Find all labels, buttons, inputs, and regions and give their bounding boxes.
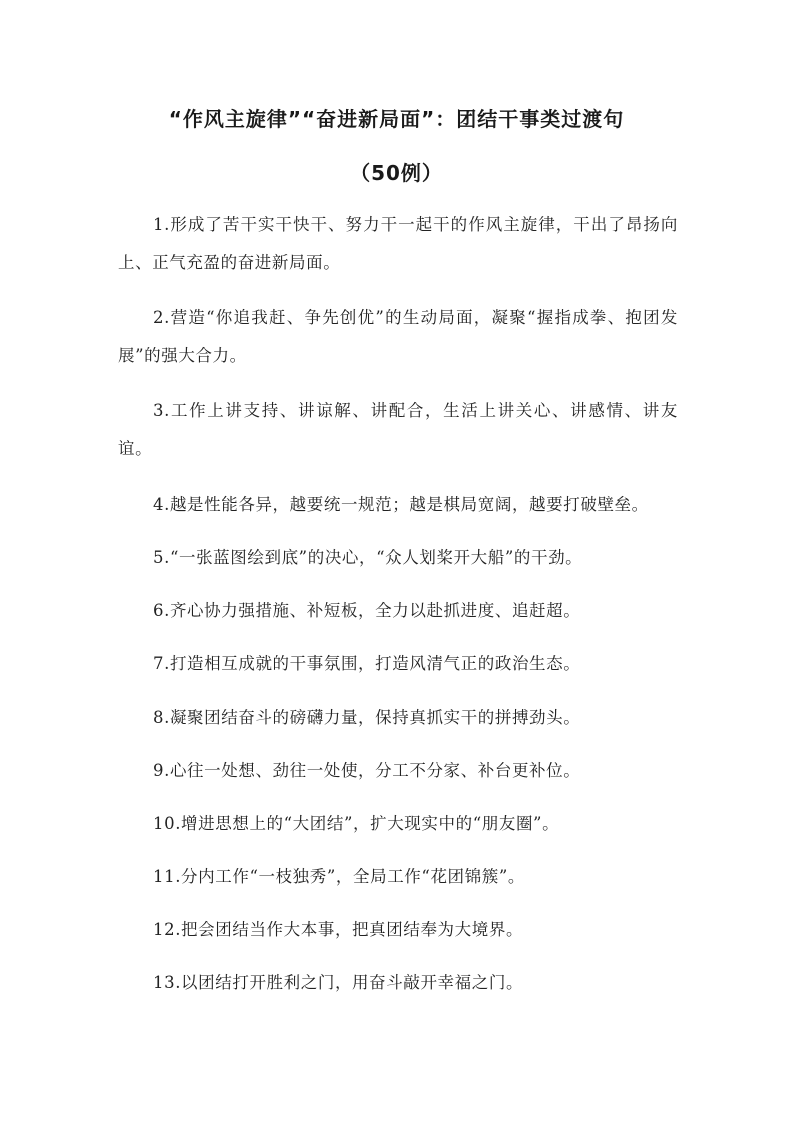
document-subtitle: （50例） — [350, 161, 443, 185]
list-item-13: 13.以团结打开胜利之门，用奋斗敲开幸福之门。 — [153, 973, 524, 992]
list-item-1: 1.形成了苦干实干快干、努力干一起干的作风主旋律，干出了昂扬向上、正气充盈的奋进新局面。 — [118, 215, 678, 272]
list-item-3: 3.工作上讲支持、讲谅解、讲配合，生活上讲关心、讲感情、讲友谊。 — [118, 401, 678, 458]
list-item-9: 9.心往一处想、劲往一处使，分工不分家、补台更补位。 — [153, 761, 581, 780]
document-title: “作风主旋律”“奋进新局面”：团结干事类过渡句 — [168, 107, 625, 131]
list-item-11: 11.分内工作“一枝独秀”，全局工作“花团锦簇”。 — [153, 867, 525, 886]
list-item-7: 7.打造相互成就的干事氛围，打造风清气正的政治生态。 — [153, 654, 581, 673]
list-item-5: 5.“一张蓝图绘到底”的决心，“众人划桨开大船”的干劲。 — [153, 548, 583, 567]
list-item-12: 12.把会团结当作大本事，把真团结奉为大境界。 — [153, 920, 524, 939]
list-item-6: 6.齐心协力强措施、补短板，全力以赴抓进度、追赶超。 — [153, 601, 581, 620]
list-item-2: 2.营造“你追我赶、争先创优”的生动局面，凝聚“握指成拳、抱团发展”的强大合力。 — [118, 308, 678, 365]
list-item-4: 4.越是性能各异，越要统一规范；越是棋局宽阔，越要打破壁垒。 — [153, 495, 649, 514]
list-item-10: 10.增进思想上的“大团结”，扩大现实中的“朋友圈”。 — [153, 814, 560, 833]
list-item-8: 8.凝聚团结奋斗的磅礴力量，保持真抓实干的拼搏劲头。 — [153, 708, 581, 727]
